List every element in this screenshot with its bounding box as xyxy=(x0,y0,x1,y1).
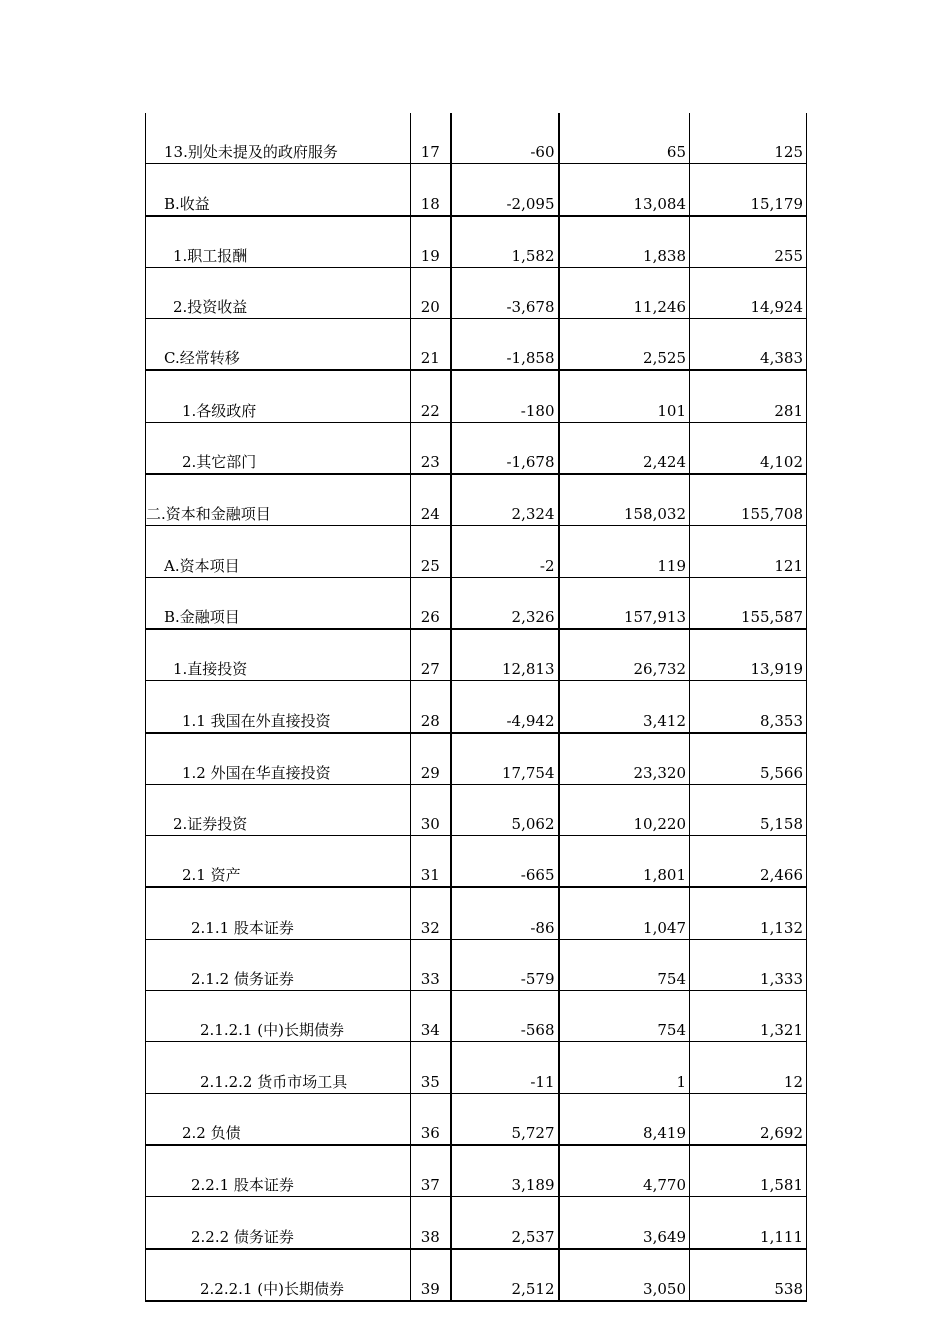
credit-cell: 119 xyxy=(559,526,690,577)
line-number-cell: 27 xyxy=(411,629,451,681)
table-row xyxy=(146,164,807,216)
balance-cell: -180 xyxy=(451,370,559,422)
line-number-cell: 39 xyxy=(411,1249,451,1301)
debit-cell: 538 xyxy=(690,1249,807,1301)
table-row xyxy=(146,733,807,785)
debit-cell: 1,132 xyxy=(690,887,807,939)
balance-cell: 1,582 xyxy=(451,216,559,268)
balance-cell: 5,727 xyxy=(451,1093,559,1145)
line-number-cell: 19 xyxy=(411,216,451,268)
item-name-cell: 2.2.2.1 (中)长期债券 xyxy=(146,1249,411,1301)
item-name-cell: A.资本项目 xyxy=(146,526,411,577)
balance-cell: -86 xyxy=(451,887,559,939)
debit-cell: 255 xyxy=(690,216,807,268)
balance-cell: 17,754 xyxy=(451,733,559,785)
line-number-cell: 38 xyxy=(411,1197,451,1249)
credit-cell: 157,913 xyxy=(559,577,690,629)
credit-cell: 13,084 xyxy=(559,164,690,216)
item-name-cell: 2.证券投资 xyxy=(146,784,411,835)
line-number-cell: 28 xyxy=(411,681,451,733)
credit-cell: 754 xyxy=(559,939,690,990)
item-name-cell: 1.各级政府 xyxy=(146,370,411,422)
debit-cell: 1,333 xyxy=(690,939,807,990)
item-name-cell: 2.2.2 债务证券 xyxy=(146,1197,411,1249)
credit-cell: 10,220 xyxy=(559,784,690,835)
line-number-cell: 36 xyxy=(411,1093,451,1145)
balance-cell: -4,942 xyxy=(451,681,559,733)
debit-cell: 125 xyxy=(690,113,807,164)
line-number-cell: 17 xyxy=(411,113,451,164)
line-number-cell: 29 xyxy=(411,733,451,785)
balance-cell: -665 xyxy=(451,836,559,888)
line-number-cell: 33 xyxy=(411,939,451,990)
item-name-cell: 1.1 我国在外直接投资 xyxy=(146,681,411,733)
table-row xyxy=(146,629,807,681)
credit-cell: 2,424 xyxy=(559,422,690,474)
balance-of-payments-table xyxy=(145,113,807,1302)
debit-cell: 13,919 xyxy=(690,629,807,681)
table-row xyxy=(146,526,807,577)
debit-cell: 1,111 xyxy=(690,1197,807,1249)
debit-cell: 5,566 xyxy=(690,733,807,785)
table-row xyxy=(146,267,807,318)
table-row xyxy=(146,939,807,990)
balance-cell: -1,858 xyxy=(451,319,559,371)
item-name-cell: 2.1.2.2 货币市场工具 xyxy=(146,1042,411,1093)
credit-cell: 1,801 xyxy=(559,836,690,888)
table-row xyxy=(146,1197,807,1249)
table-row xyxy=(146,681,807,733)
item-name-cell: 2.2 负债 xyxy=(146,1093,411,1145)
table-row xyxy=(146,1093,807,1145)
debit-cell: 121 xyxy=(690,526,807,577)
item-name-cell: 1.2 外国在华直接投资 xyxy=(146,733,411,785)
item-name-cell: 2.1 资产 xyxy=(146,836,411,888)
credit-cell: 3,050 xyxy=(559,1249,690,1301)
table-row xyxy=(146,1249,807,1301)
line-number-cell: 30 xyxy=(411,784,451,835)
credit-cell: 65 xyxy=(559,113,690,164)
credit-cell: 4,770 xyxy=(559,1145,690,1197)
debit-cell: 2,466 xyxy=(690,836,807,888)
balance-cell: 5,062 xyxy=(451,784,559,835)
table-body xyxy=(146,113,807,1301)
table-row xyxy=(146,422,807,474)
item-name-cell: 2.其它部门 xyxy=(146,422,411,474)
line-number-cell: 21 xyxy=(411,319,451,371)
item-name-cell: 2.2.1 股本证券 xyxy=(146,1145,411,1197)
balance-cell: -2,095 xyxy=(451,164,559,216)
debit-cell: 1,581 xyxy=(690,1145,807,1197)
line-number-cell: 22 xyxy=(411,370,451,422)
item-name-cell: 2.1.2 债务证券 xyxy=(146,939,411,990)
credit-cell: 2,525 xyxy=(559,319,690,371)
balance-cell: -60 xyxy=(451,113,559,164)
credit-cell: 3,649 xyxy=(559,1197,690,1249)
line-number-cell: 31 xyxy=(411,836,451,888)
debit-cell: 8,353 xyxy=(690,681,807,733)
credit-cell: 1,047 xyxy=(559,887,690,939)
debit-cell: 15,179 xyxy=(690,164,807,216)
item-name-cell: 二.资本和金融项目 xyxy=(146,474,411,526)
debit-cell: 1,321 xyxy=(690,991,807,1042)
balance-cell: 3,189 xyxy=(451,1145,559,1197)
credit-cell: 158,032 xyxy=(559,474,690,526)
line-number-cell: 37 xyxy=(411,1145,451,1197)
credit-cell: 11,246 xyxy=(559,267,690,318)
item-name-cell: 13.别处未提及的政府服务 xyxy=(146,113,411,164)
table-row xyxy=(146,784,807,835)
item-name-cell: B.收益 xyxy=(146,164,411,216)
table-row xyxy=(146,991,807,1042)
balance-of-payments-table-page xyxy=(145,113,806,1302)
debit-cell: 4,383 xyxy=(690,319,807,371)
balance-cell: -2 xyxy=(451,526,559,577)
table-row xyxy=(146,577,807,629)
balance-cell: 12,813 xyxy=(451,629,559,681)
credit-cell: 1,838 xyxy=(559,216,690,268)
item-name-cell: 2.投资收益 xyxy=(146,267,411,318)
balance-cell: -1,678 xyxy=(451,422,559,474)
item-name-cell: 1.职工报酬 xyxy=(146,216,411,268)
table-row xyxy=(146,887,807,939)
balance-cell: -3,678 xyxy=(451,267,559,318)
credit-cell: 8,419 xyxy=(559,1093,690,1145)
table-row xyxy=(146,836,807,888)
balance-cell: -568 xyxy=(451,991,559,1042)
debit-cell: 14,924 xyxy=(690,267,807,318)
item-name-cell: B.金融项目 xyxy=(146,577,411,629)
balance-cell: 2,326 xyxy=(451,577,559,629)
item-name-cell: C.经常转移 xyxy=(146,319,411,371)
line-number-cell: 26 xyxy=(411,577,451,629)
item-name-cell: 1.直接投资 xyxy=(146,629,411,681)
item-name-cell: 2.1.2.1 (中)长期债券 xyxy=(146,991,411,1042)
table-row xyxy=(146,113,807,164)
debit-cell: 12 xyxy=(690,1042,807,1093)
credit-cell: 754 xyxy=(559,991,690,1042)
debit-cell: 155,587 xyxy=(690,577,807,629)
line-number-cell: 23 xyxy=(411,422,451,474)
debit-cell: 155,708 xyxy=(690,474,807,526)
table-row xyxy=(146,216,807,268)
balance-cell: -11 xyxy=(451,1042,559,1093)
table-row xyxy=(146,370,807,422)
credit-cell: 26,732 xyxy=(559,629,690,681)
credit-cell: 1 xyxy=(559,1042,690,1093)
balance-cell: 2,512 xyxy=(451,1249,559,1301)
debit-cell: 2,692 xyxy=(690,1093,807,1145)
balance-cell: 2,324 xyxy=(451,474,559,526)
line-number-cell: 32 xyxy=(411,887,451,939)
line-number-cell: 18 xyxy=(411,164,451,216)
table-row xyxy=(146,1145,807,1197)
balance-cell: 2,537 xyxy=(451,1197,559,1249)
line-number-cell: 20 xyxy=(411,267,451,318)
balance-cell: -579 xyxy=(451,939,559,990)
debit-cell: 5,158 xyxy=(690,784,807,835)
debit-cell: 281 xyxy=(690,370,807,422)
credit-cell: 101 xyxy=(559,370,690,422)
item-name-cell: 2.1.1 股本证券 xyxy=(146,887,411,939)
debit-cell: 4,102 xyxy=(690,422,807,474)
line-number-cell: 24 xyxy=(411,474,451,526)
table-row xyxy=(146,319,807,371)
line-number-cell: 25 xyxy=(411,526,451,577)
line-number-cell: 35 xyxy=(411,1042,451,1093)
table-row xyxy=(146,1042,807,1093)
line-number-cell: 34 xyxy=(411,991,451,1042)
table-row xyxy=(146,474,807,526)
credit-cell: 3,412 xyxy=(559,681,690,733)
credit-cell: 23,320 xyxy=(559,733,690,785)
